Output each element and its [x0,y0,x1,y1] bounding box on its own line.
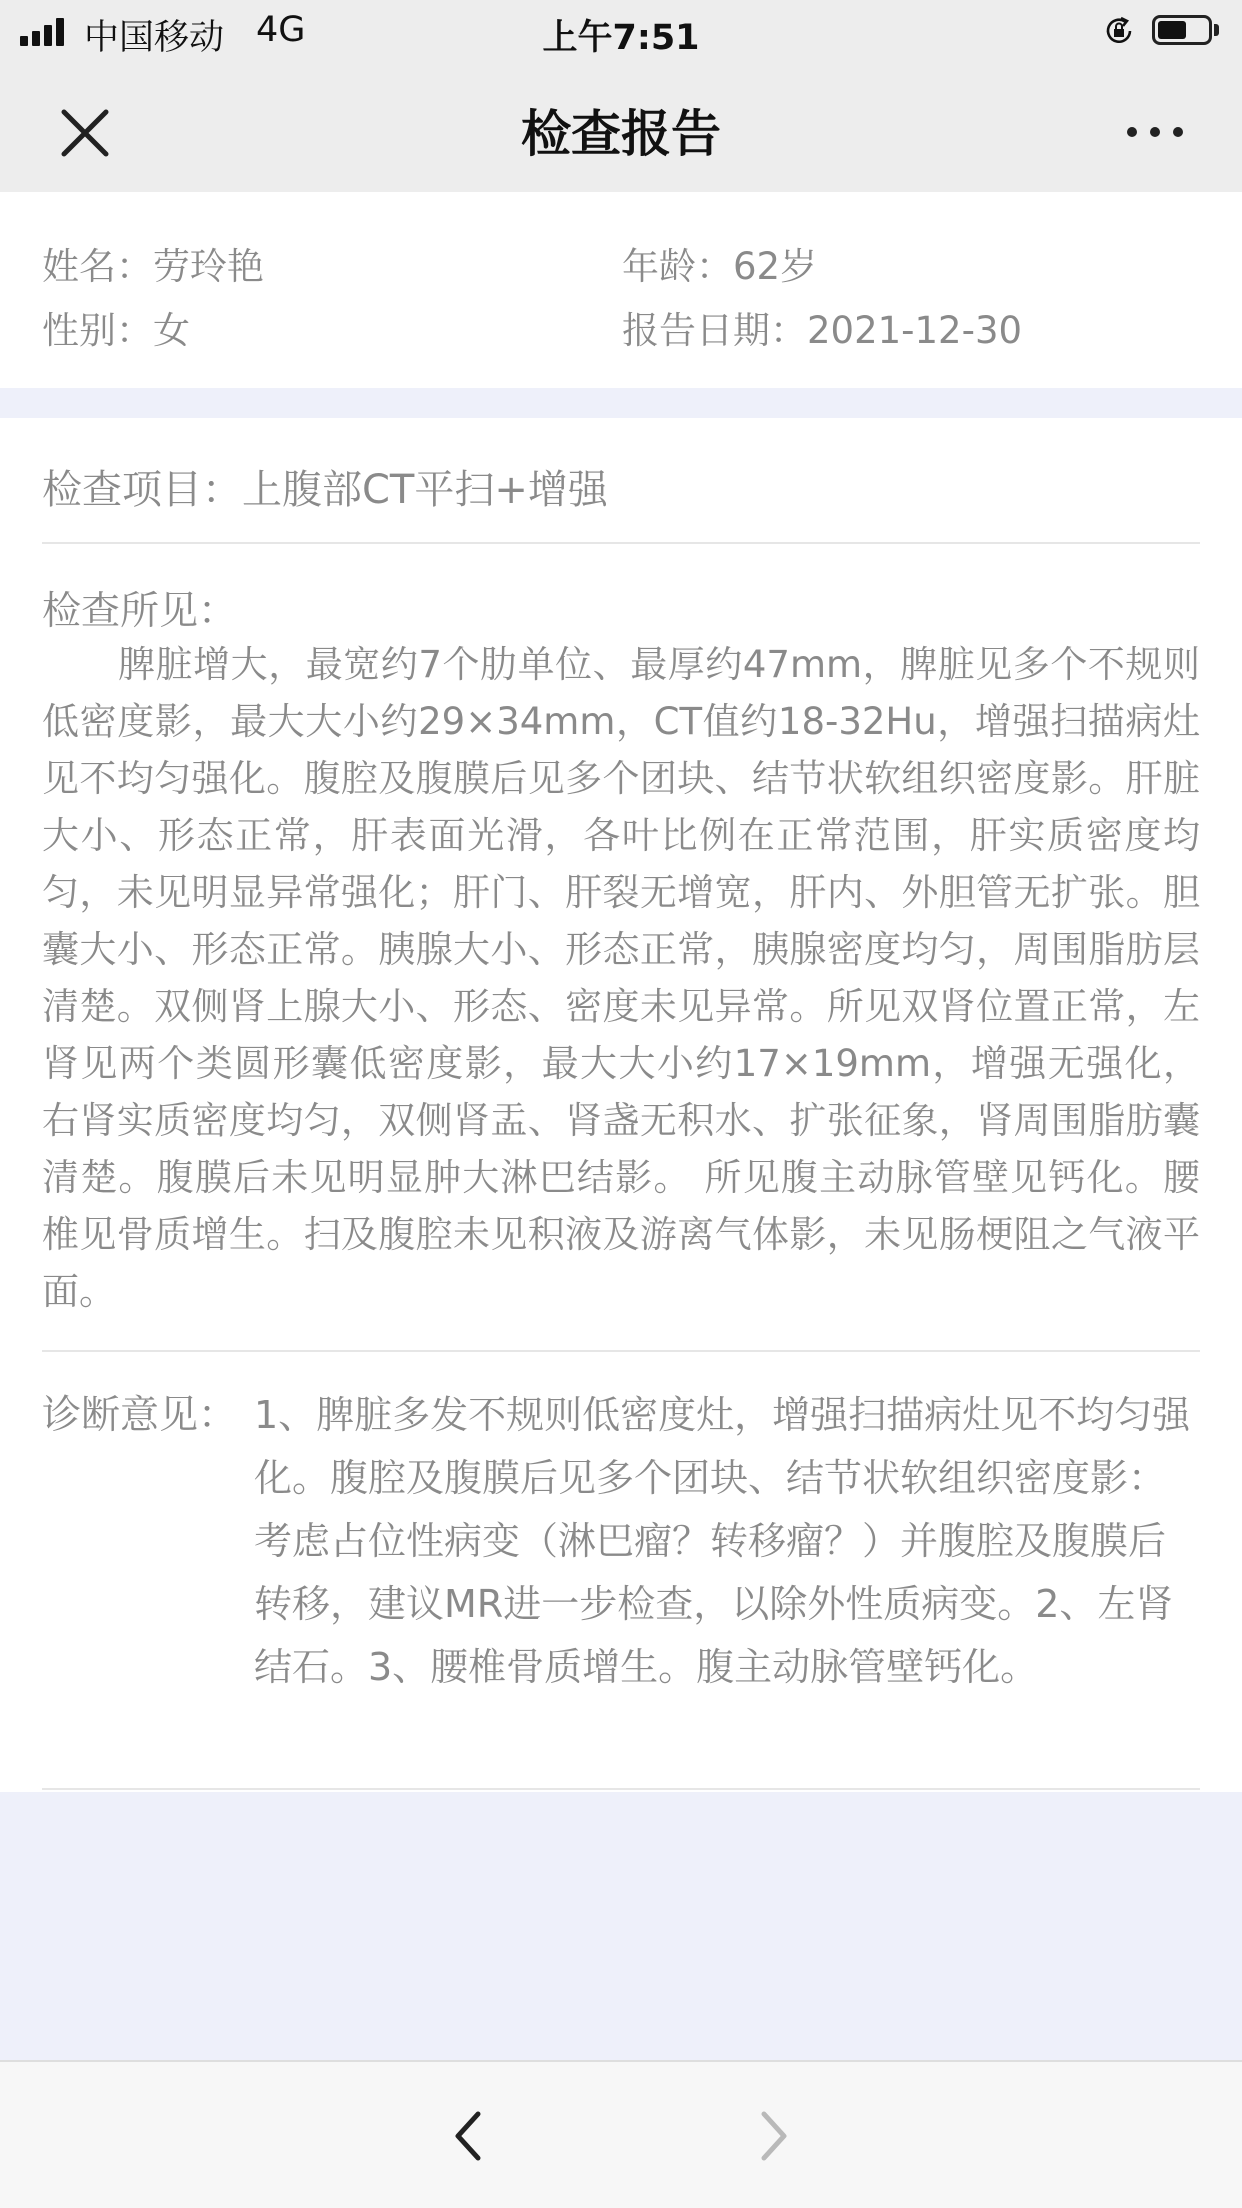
nav-bar [0,62,1242,192]
divider [42,1788,1200,1790]
status-bar [0,0,1242,62]
divider [42,1350,1200,1352]
diagnosis-label: 诊断意见： [42,1393,238,1438]
status-time: 上午7:51 [542,18,700,58]
exam-item: 检查项目：上腹部CT平扫+增强 [42,467,608,513]
battery-icon [1152,15,1212,45]
report-date: 报告日期：2021-12-30 [622,309,1023,352]
chevron-right-icon[interactable] [742,2106,802,2166]
network-type: 4G [256,10,306,50]
page-title: 检查报告 [521,105,721,163]
divider [42,542,1200,544]
report-card [0,418,1242,1792]
patient-gender: 性别：女 [42,309,190,352]
findings-label: 检查所见： [42,589,238,634]
patient-name: 姓名：劳玲艳 [42,245,264,288]
battery-tip [1214,24,1219,36]
findings-text: 脾脏增大，最宽约7个肋单位、最厚约47mm，脾脏见多个不规则低密度影，最大大小约29×34mm，CT值约18-32Hu，增强扫描病灶见不均匀强化。腹腔及腹膜后见多个团块、结节状软组织密度影。肝脏大小、形态正常，肝表面光滑，各叶比例在正常范围，肝实质密度均匀，未见明显异常强化；肝门、肝裂无增宽，肝内、外胆管无扩张。胆囊大小、形态正常。胰腺大小、形态正常，胰腺密度均匀，周围脂肪层清楚。双侧肾上腺大小、形态、密度未见异常。所见双肾位置正常，左肾见两个类圆形囊低密度影，最大大小约17×19mm，增强无强化，右肾实质密度均匀，双侧肾盂、肾盏无积水、扩张征象，肾周围脂肪囊清楚。腹膜后未见明显肿大淋巴结影。 所见腹主动脉管壁见钙化。腰椎见骨质增生。扫及腹腔未见积液及游离气体影，未见肠梗阻之气液平面。 [42,643,1200,1313]
orientation-lock-icon [1104,16,1134,46]
patient-age: 年龄：62岁 [622,245,818,288]
more-icon[interactable] [1120,112,1190,152]
carrier-name: 中国移动 [84,18,225,58]
diagnosis-text: 1、脾脏多发不规则低密度灶，增强扫描病灶见不均匀强化。腹腔及腹膜后见多个团块、结节状软组织密度影：考虑占位性病变（淋巴瘤？转移瘤？）并腹腔及腹膜后转移，建议MR进一步检查，以除外性质病变。2、左肾结石。3、腰椎骨质增生。腹主动脉管壁钙化。 [254,1393,1191,1689]
bottom-nav-bar [0,2060,1242,2208]
chevron-left-icon[interactable] [440,2106,500,2166]
patient-info-card [0,192,1242,388]
